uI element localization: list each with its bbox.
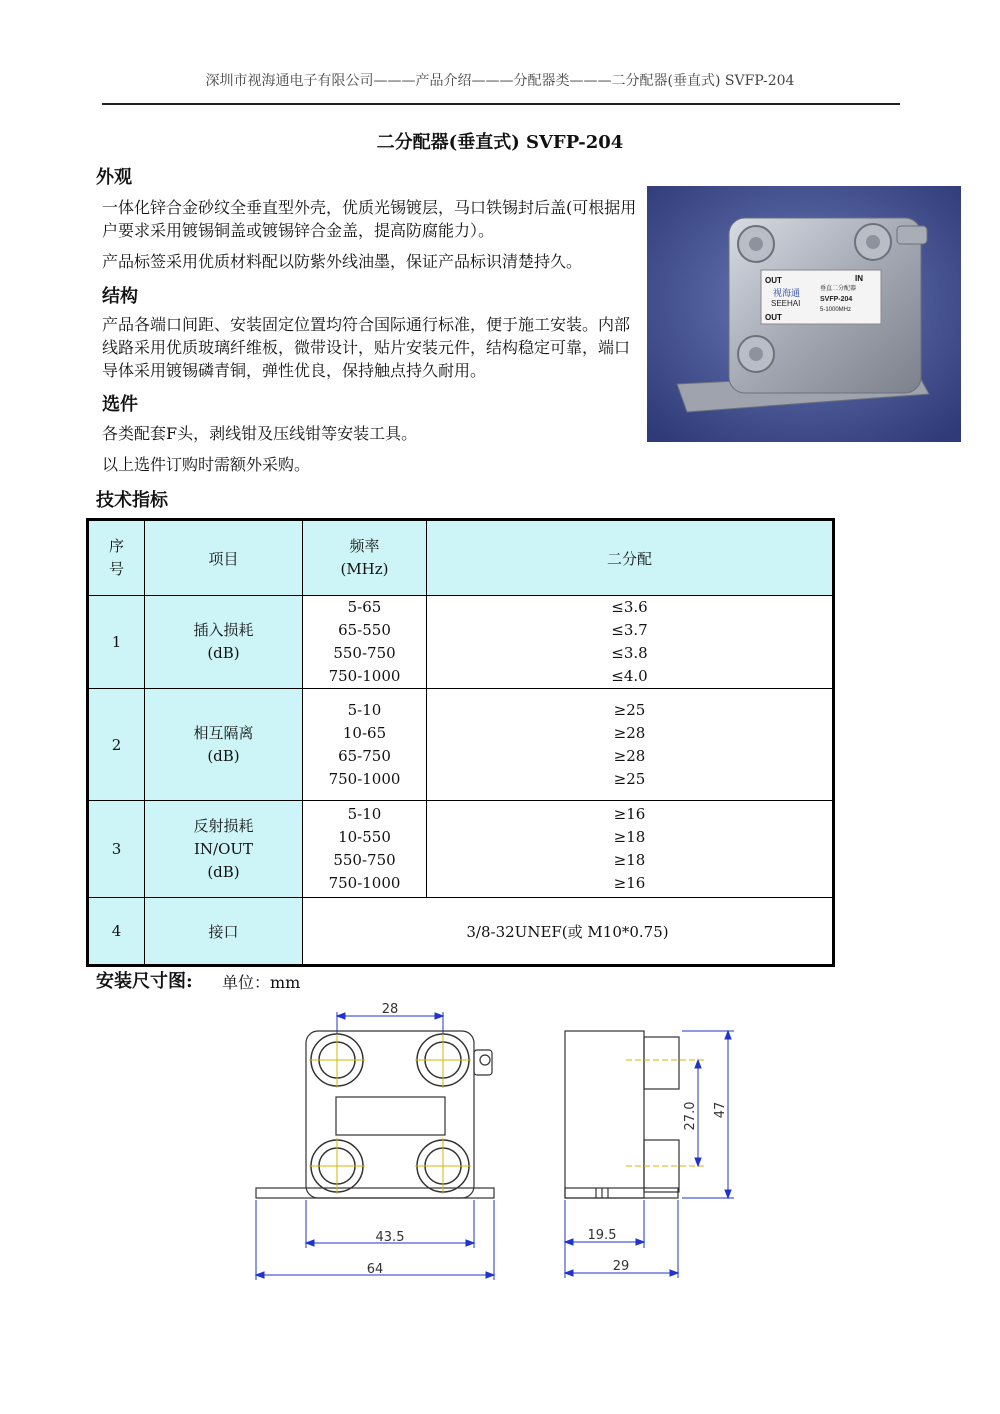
front-centerlines [309,1032,471,1194]
table-row [88,898,834,966]
row-seq: 2 [88,689,145,801]
table-header-row [88,520,834,596]
label-out-bottom: OUT [765,313,782,322]
dim-side-depth: 29 [612,1259,630,1274]
dim-front-base-width: 64 [366,1262,384,1277]
section-heading-tech: 技术指标 [96,490,168,511]
label-freq: 5-1000MHz [820,307,852,313]
dim-side-height: 47 [713,1101,728,1119]
table-row [88,689,834,801]
row-merged-value: 3/8-32UNEF(或 M10*0.75) [303,898,834,966]
label-desc: 垂直二分配器 [820,285,857,292]
table-row [88,801,834,898]
label-model: SVFP-204 [820,296,853,303]
row-values: ≥16 ≥18 ≥18 ≥16 [427,801,834,898]
header-spec: 二分配 [427,520,834,596]
page-title: 二分配器(垂直式) SVFP-204 [376,132,624,153]
row-item: 相互隔离 (dB) [145,689,303,801]
side-view [565,1031,679,1198]
appearance-paragraph-2: 产品标签采用优质材料配以防紫外线油墨，保证产品标识清楚持久。 [102,252,583,271]
section-heading-appearance: 外观 [96,167,132,188]
label-brand-en: SEEHAI [771,299,801,308]
table-row [88,596,834,689]
row-seq: 3 [88,801,145,898]
row-values: ≥25 ≥28 ≥28 ≥25 [427,689,834,801]
section-heading-options: 选件 [102,394,138,415]
page-header: 深圳市视海通电子有限公司———产品介绍———分配器类———二分配器(垂直式) SVFP-204 [205,73,795,89]
section-heading-install: 安装尺寸图: [96,971,193,992]
front-view [256,1031,494,1198]
label-out-top: OUT [765,276,782,285]
dim-front-body-width: 43.5 [375,1230,405,1245]
row-values: ≤3.6 ≤3.7 ≤3.8 ≤4.0 [427,596,834,689]
structure-paragraph: 产品各端口间距、安装固定位置均符合国际通行标准，便于施工安装。内部线路采用优质玻璃纤维板，微带设计，贴片安装元件，结构稳定可靠，端口导体采用镀锡磷青铜，弹性优良，保持触点持久耐用。 [102,315,631,380]
row-item: 反射损耗 IN/OUT (dB) [145,801,303,898]
options-paragraph-1: 各类配套F头，剥线钳及压线钳等安装工具。 [102,424,418,443]
appearance-paragraph-1: 一体化锌合金砂纹全垂直型外壳，优质光锡镀层，马口铁锡封后盖(可根据用户要求采用镀锡铜盖或镀锡锌合金盖，提高防腐能力）。 [102,198,637,240]
row-freqs: 5-65 65-550 550-750 750-1000 [303,596,427,689]
options-paragraph-2: 以上选件订购时需额外采购。 [102,455,311,474]
dimension-drawing [250,995,750,1285]
dim-side-port-offset: 19.5 [587,1228,617,1243]
row-item: 插入损耗 (dB) [145,596,303,689]
row-freqs: 5-10 10-65 65-750 750-1000 [303,689,427,801]
label-in: IN [855,274,863,283]
header-item: 项目 [145,520,303,596]
header-freq: 频率 (MHz) [303,520,427,596]
section-heading-structure: 结构 [102,286,138,307]
product-photo [647,186,961,442]
spec-table [86,518,835,967]
splitter-illustration [647,186,961,442]
row-seq: 4 [88,898,145,966]
header-seq: 序 号 [88,520,145,596]
label-brand-cn: 视海通 [773,289,801,299]
install-unit: 单位：mm [222,973,301,992]
row-seq: 1 [88,596,145,689]
row-freqs: 5-10 10-550 550-750 750-1000 [303,801,427,898]
header-rule [102,103,900,105]
dim-side-port-spacing: 27.0 [683,1101,698,1131]
dim-front-port-spacing: 28 [381,1002,399,1017]
row-item: 接口 [145,898,303,966]
